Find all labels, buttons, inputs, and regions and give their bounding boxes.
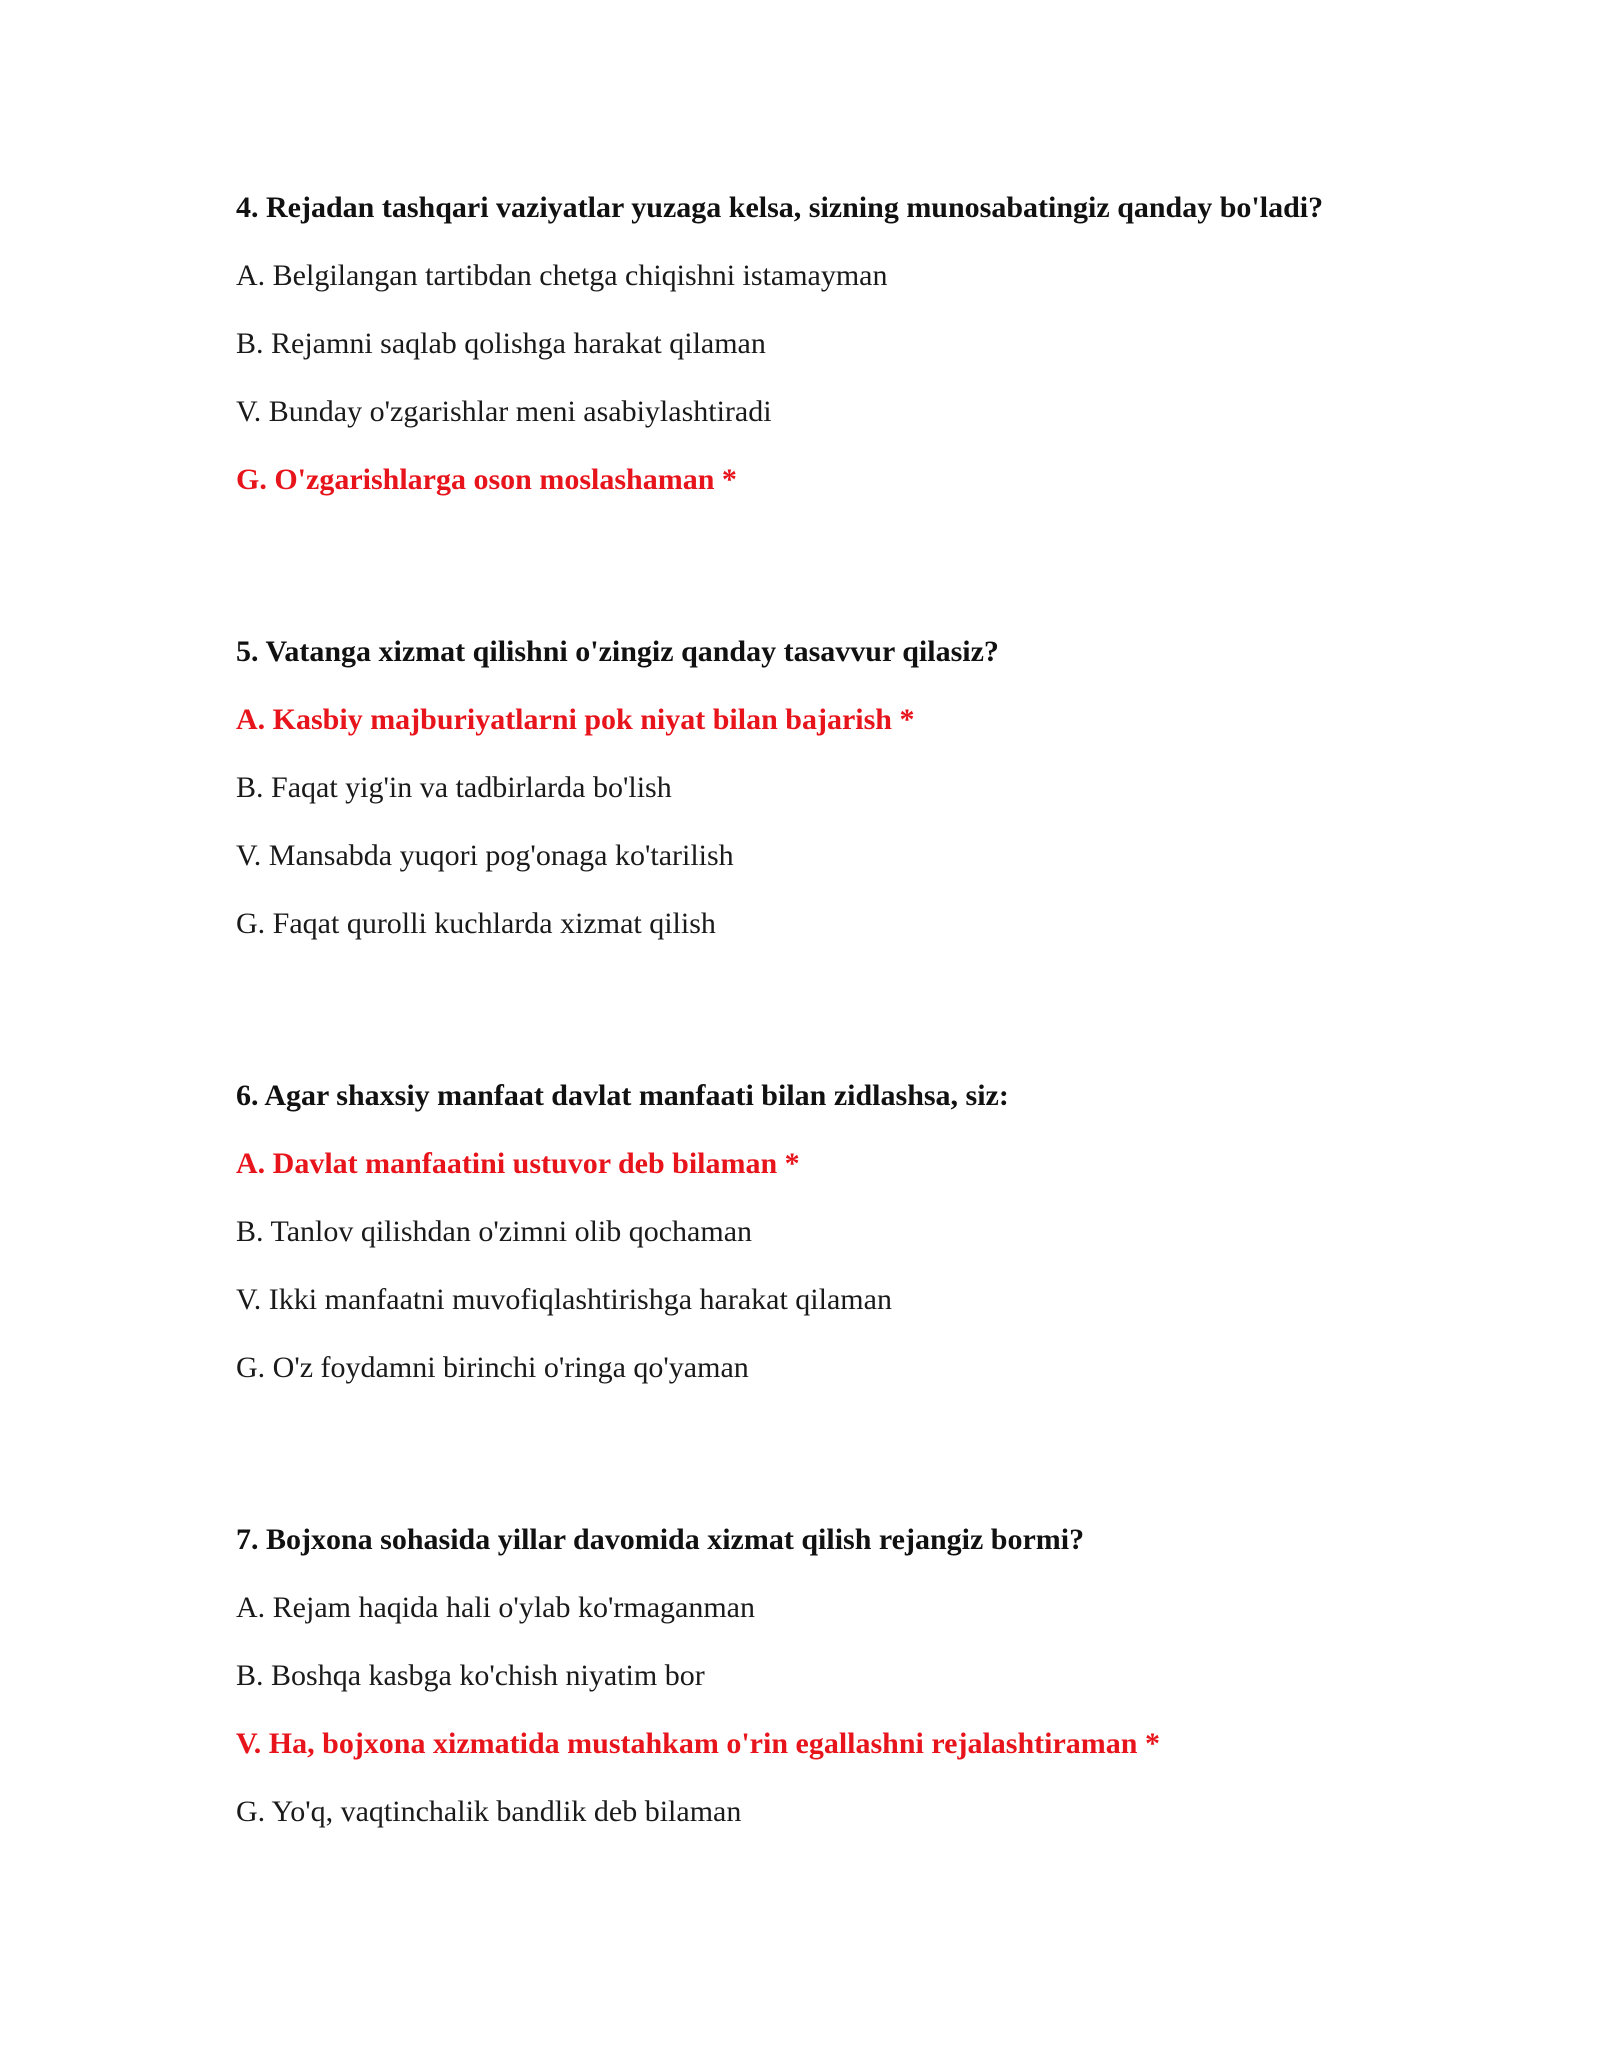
option-g: G. Yo'q, vaqtinchalik bandlik deb bilaman (236, 1795, 742, 1828)
question-6 (236, 1076, 1366, 1388)
option-b: B. Tanlov qilishdan o'zimni olib qochaman (236, 1215, 753, 1248)
question-title: 6. Agar shaxsiy manfaat davlat manfaati bilan zidlashsa, siz: (236, 1079, 1009, 1112)
question-title: 4. Rejadan tashqari vaziyatlar yuzaga kelsa, sizning munosabatingiz qanday bo'ladi? (236, 191, 1324, 224)
option-v-correct: V. Ha, bojxona xizmatida mustahkam o'rin egallashni rejalashtiraman * (236, 1727, 1160, 1760)
option-g: G. O'z foydamni birinchi o'ringa qo'yaman (236, 1351, 749, 1384)
question-7 (236, 1520, 1366, 1832)
option-g: G. Faqat qurolli kuchlarda xizmat qilish (236, 907, 716, 940)
option-a-correct: A. Kasbiy majburiyatlarni pok niyat bilan bajarish * (236, 703, 915, 736)
option-b: B. Faqat yig'in va tadbirlarda bo'lish (236, 771, 672, 804)
option-b: B. Rejamni saqlab qolishga harakat qilaman (236, 327, 766, 360)
option-v: V. Bunday o'zgarishlar meni asabiylashtiradi (236, 395, 772, 428)
question-title: 5. Vatanga xizmat qilishni o'zingiz qanday tasavvur qilasiz? (236, 635, 999, 668)
question-4 (236, 188, 1366, 500)
option-v: V. Mansabda yuqori pog'onaga ko'tarilish (236, 839, 734, 872)
option-g-correct: G. O'zgarishlarga oson moslashaman * (236, 463, 737, 496)
document-page (236, 188, 1366, 1964)
option-a-correct: A. Davlat manfaatini ustuvor deb bilaman * (236, 1147, 800, 1180)
option-a: A. Rejam haqida hali o'ylab ko'rmaganman (236, 1591, 755, 1624)
option-b: B. Boshqa kasbga ko'chish niyatim bor (236, 1659, 705, 1692)
option-a: A. Belgilangan tartibdan chetga chiqishni istamayman (236, 259, 888, 292)
question-5 (236, 632, 1366, 944)
question-title: 7. Bojxona sohasida yillar davomida xizmat qilish rejangiz bormi? (236, 1523, 1085, 1556)
option-v: V. Ikki manfaatni muvofiqlashtirishga harakat qilaman (236, 1283, 892, 1316)
